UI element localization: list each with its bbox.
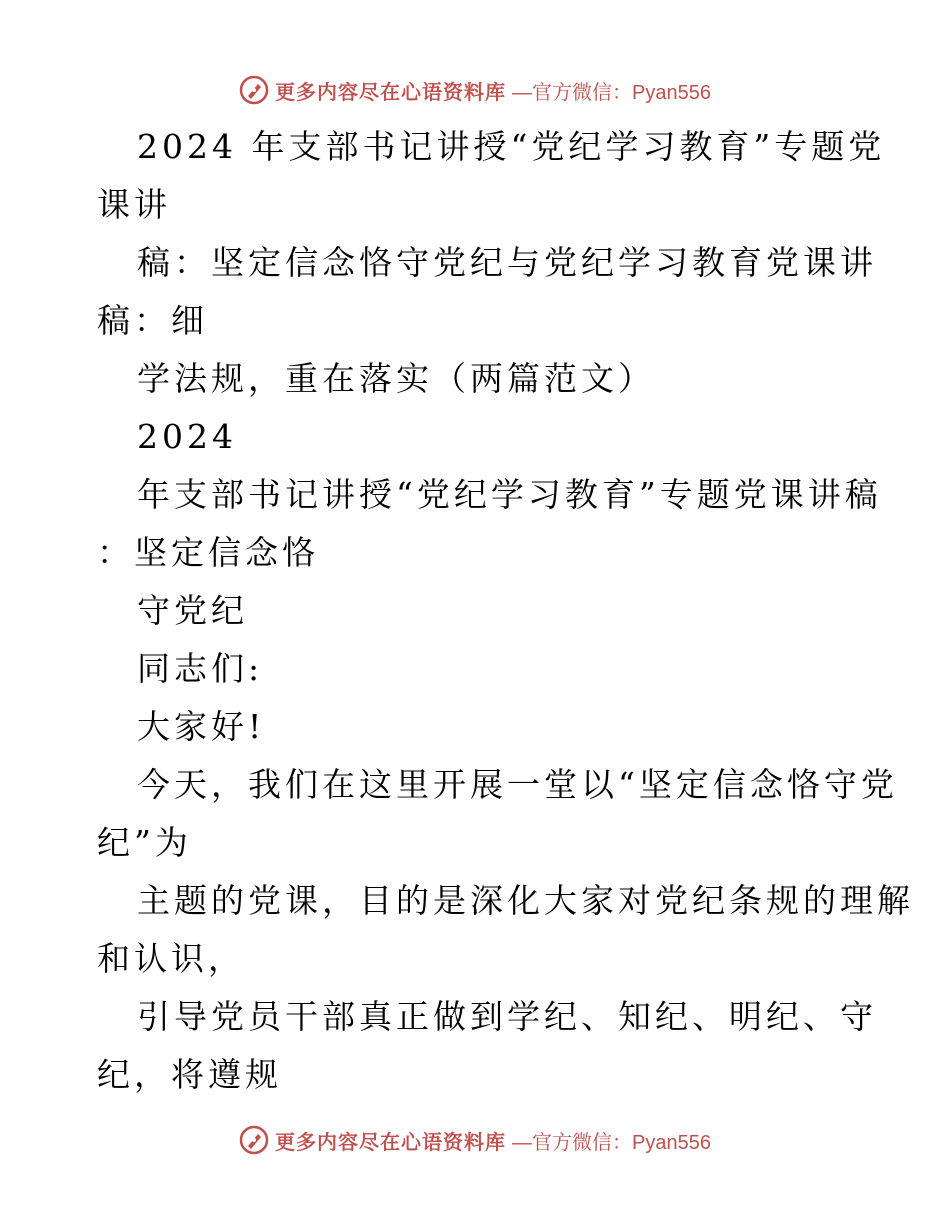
document-line: 守党纪 [137,591,248,630]
footer-banner-site-text: 更多内容尽在心语资料库 [275,1129,507,1154]
document-line: 纪”为 [97,823,192,862]
header-banner-site-text: 更多内容尽在心语资料库 [275,79,507,104]
document-line: 稿：坚定信念恪守党纪与党纪学习教育党课讲 [137,243,877,282]
header-watermark-banner [0,70,950,110]
footer-watermark-banner [0,1120,950,1160]
document-line: 主题的党课，目的是深化大家对党纪条规的理解 [137,881,914,920]
document-line: 今天，我们在这里开展一堂以“坚定信念恪守党 [137,765,898,804]
document-line: ：坚定信念恪 [97,533,319,572]
document-body [97,118,914,1104]
pen-nib-logo-icon [239,75,269,105]
document-line: 纪，将遵规 [97,1055,282,1094]
document-line: 同志们: [137,649,264,688]
footer-banner-contact-text: —官方微信：Pyan556 [512,1131,711,1154]
document-line: 2024 [137,417,237,456]
document-line: 引导党员干部真正做到学纪、知纪、明纪、守 [137,997,877,1036]
document-line: 大家好! [137,707,266,746]
document-line: 学法规，重在落实（两篇范文） [137,359,655,398]
document-line: 稿：细 [97,301,208,340]
document-line: 课讲 [97,185,171,224]
pen-nib-logo-icon [239,1125,269,1155]
document-line: 2024 年支部书记讲授“党纪学习教育”专题党 [137,127,886,166]
document-line: 和认识， [97,939,245,978]
document-line: 年支部书记讲授“党纪学习教育”专题党课讲稿 [137,475,882,514]
header-banner-contact-text: —官方微信：Pyan556 [512,81,711,104]
